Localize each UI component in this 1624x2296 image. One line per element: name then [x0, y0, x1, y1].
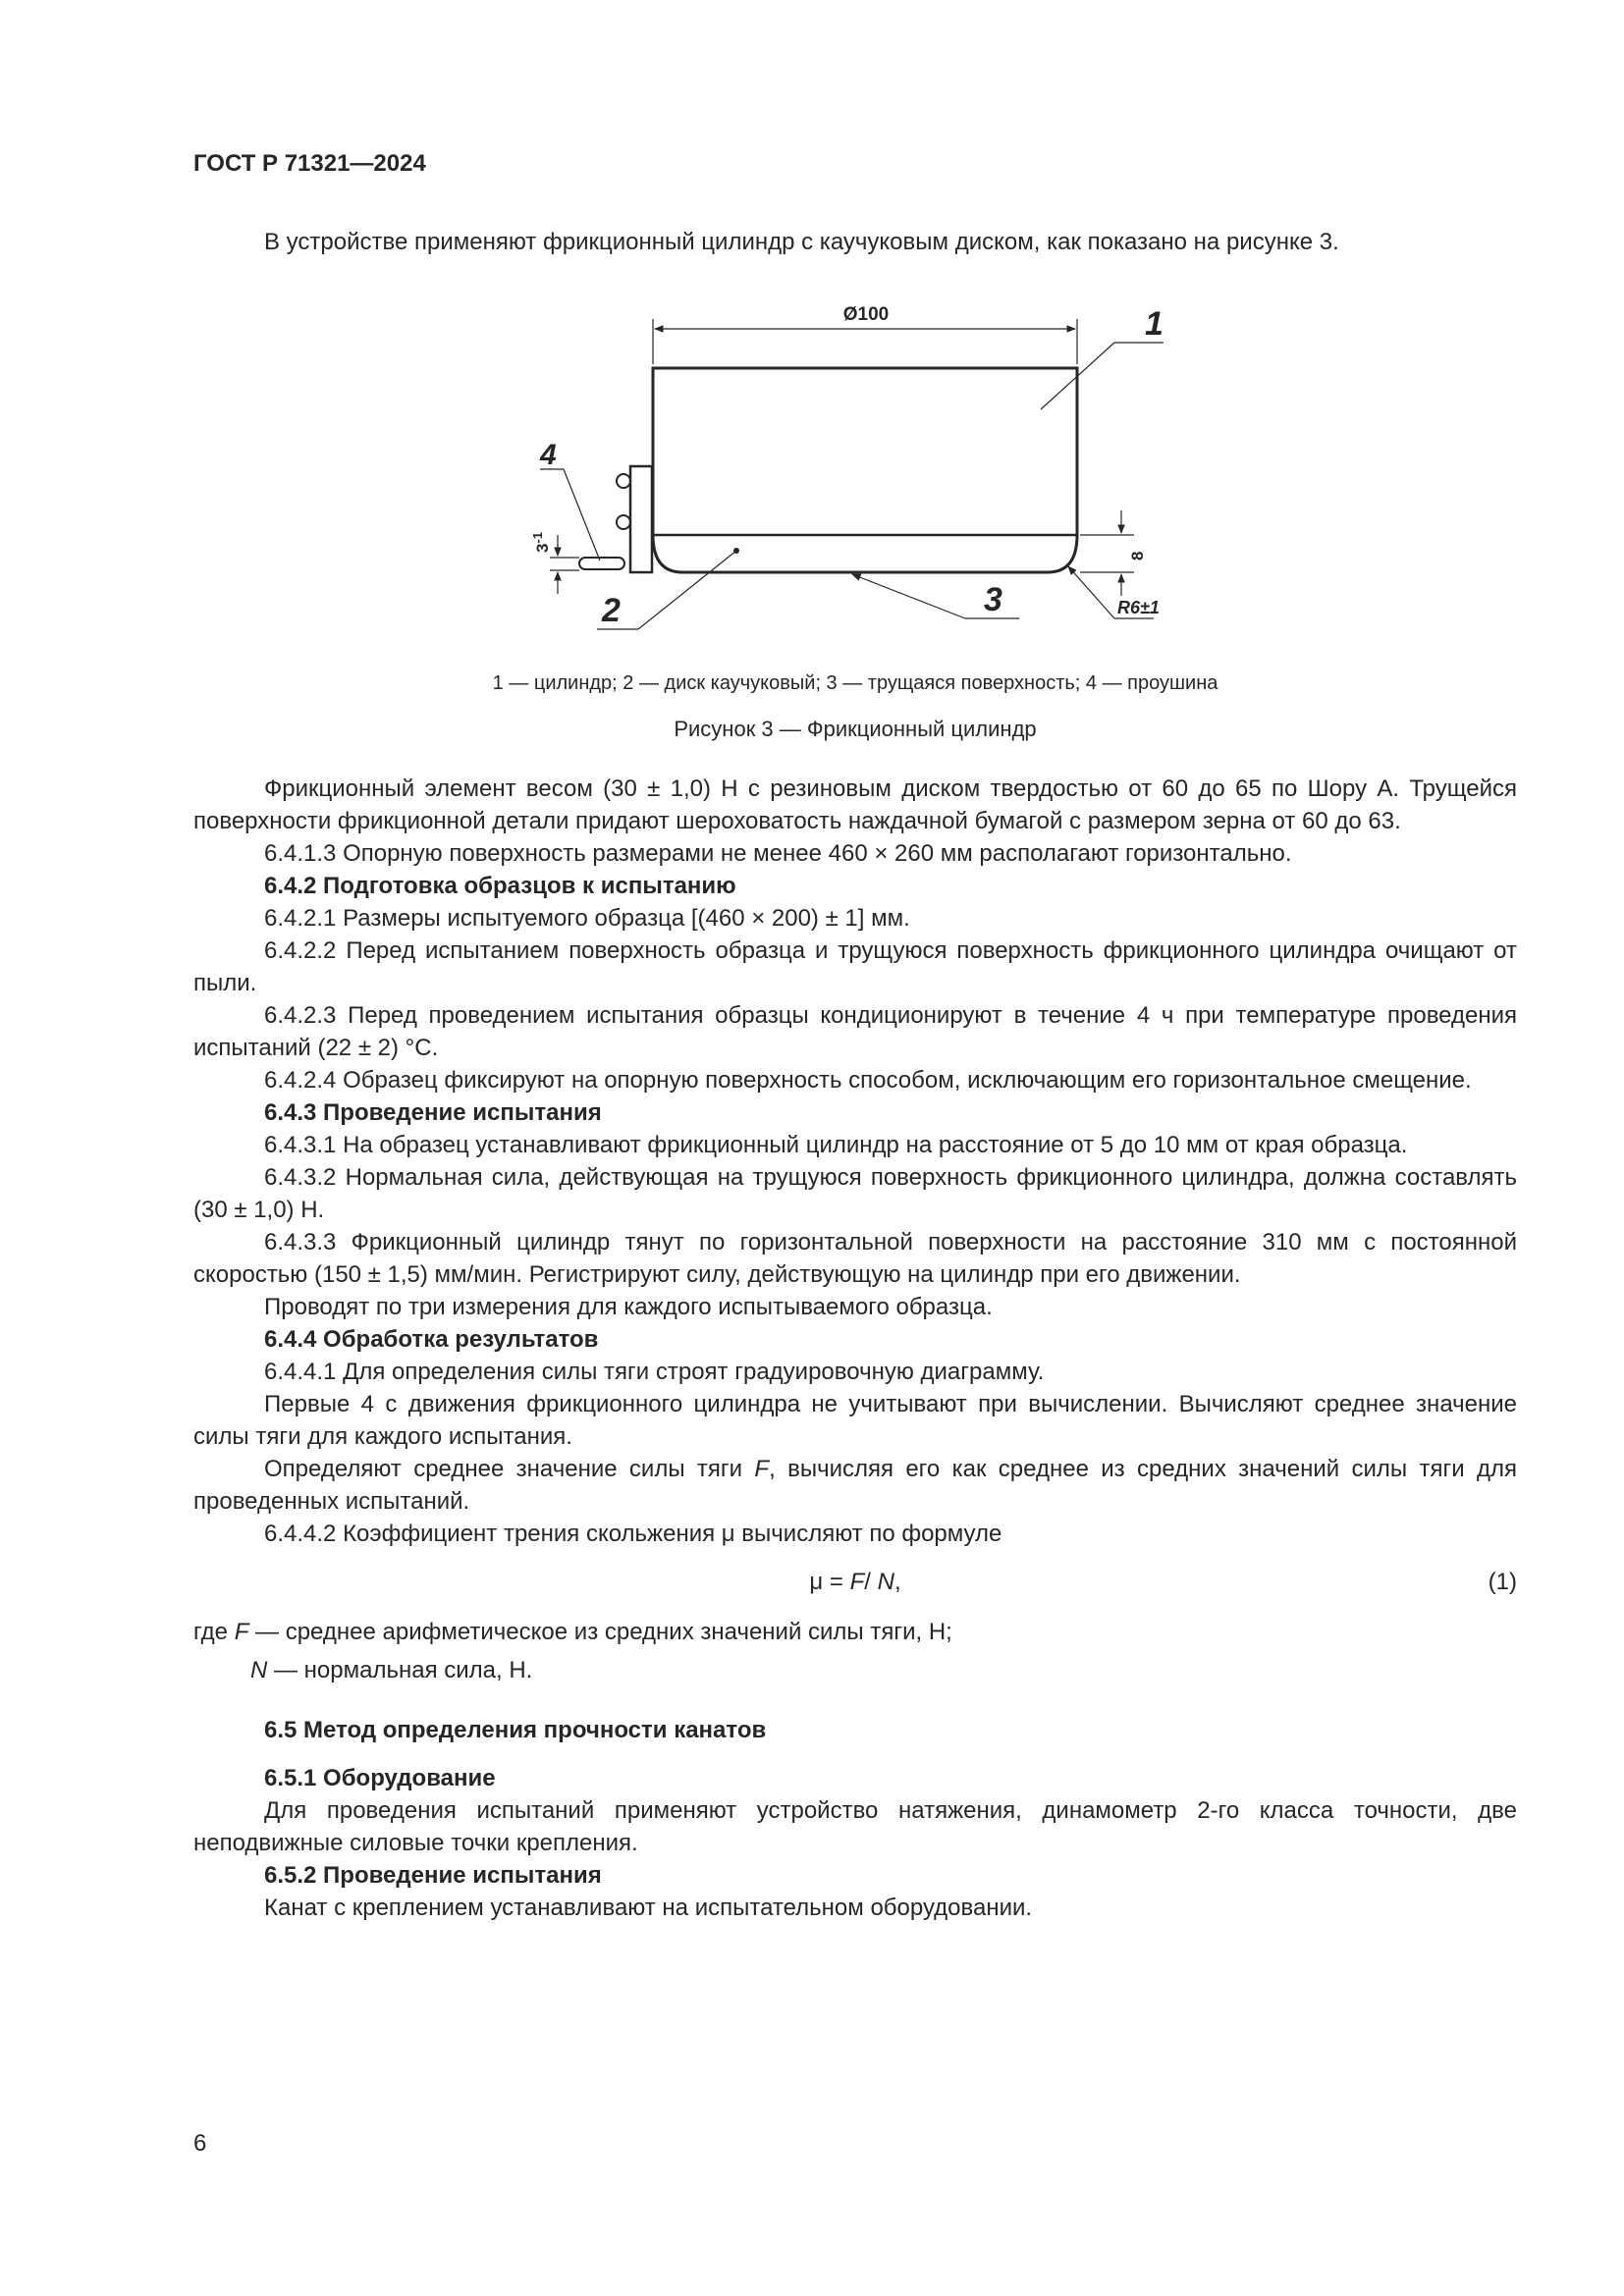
paragraph: Канат с креплением устанавливают на испытательном оборудовании.	[264, 1895, 1033, 1921]
paragraph: 6.4.3.1 На образец устанавливают фрикционный цилиндр на расстояние от 5 до 10 мм от края образца.	[264, 1132, 1408, 1158]
paragraph: Фрикционный элемент весом (30 ± 1,0) Н с резиновым диском твердостью от 60 до 65 по Шору А. Трущейся поверхности фрикционной детали придают шероховатость наждачной бумагой с размером зерна от 60 до 63.	[193, 775, 1517, 834]
callout-3: 3	[984, 581, 1002, 618]
paragraph: 6.4.2.3 Перед проведением испытания образцы кондиционируют в течение 4 ч при температуре проведения испытаний (22 ± 2) °C.	[193, 1002, 1517, 1061]
leader-line	[564, 469, 600, 561]
leader-arrow	[852, 574, 965, 618]
section-heading: 6.4.3 Проведение испытания	[264, 1099, 602, 1126]
diameter-label: Ø100	[842, 304, 890, 325]
where-prefix: где	[193, 1619, 235, 1645]
lug-hole	[617, 515, 630, 529]
intro-paragraph: В устройстве применяют фрикционный цилиндр с каучуковым диском, как показано на рисунке 3.	[264, 229, 1339, 255]
document-header: ГОСТ Р 71321—2024	[193, 150, 426, 177]
section-heading: 6.5.1 Оборудование	[264, 1765, 496, 1791]
page-number: 6	[193, 2130, 207, 2157]
dim-right-label: 8	[1128, 551, 1147, 561]
figure-title: Рисунок 3 — Фрикционный цилиндр	[674, 717, 1037, 741]
formula-N: N	[877, 1569, 894, 1595]
formula-F: F	[849, 1569, 865, 1595]
section-heading: 6.4.2 Подготовка образцов к испытанию	[264, 873, 736, 899]
radius-arrow	[1068, 566, 1114, 618]
body-text	[193, 773, 1517, 1924]
formula-mu: μ =	[809, 1569, 850, 1595]
where-line-N	[193, 1654, 1517, 1686]
cylinder-outline	[653, 368, 1077, 572]
figure-legend: 1 — цилиндр; 2 — диск каучуковый; 3 — трущаяся поверхность; 4 — проушина	[492, 672, 1218, 694]
paragraph: 6.4.1.3 Опорную поверхность размерами не менее 460 × 260 мм располагают горизонтально.	[264, 840, 1292, 867]
formula-number: (1)	[1488, 1569, 1517, 1595]
dim-left-label: $3^{-1}$	[530, 531, 552, 553]
section-heading: 6.5 Метод определения прочности канатов	[264, 1717, 767, 1743]
lug-eye	[579, 558, 624, 569]
paragraph: 6.4.2.4 Образец фиксируют на опорную поверхность способом, исключающим его горизонтальное смещение.	[264, 1067, 1472, 1094]
formula	[193, 1566, 1517, 1598]
lug-plate	[630, 466, 652, 572]
section-heading: 6.4.4 Обработка результатов	[264, 1326, 599, 1353]
where-text-F: — среднее арифметическое из средних значений силы тяги, Н;	[248, 1619, 952, 1645]
paragraph: Проводят по три измерения для каждого испытываемого образца.	[264, 1294, 993, 1320]
text-span: Определяют среднее значение силы тяги	[264, 1456, 755, 1482]
where-var-F: F	[234, 1619, 249, 1645]
figure-drawing	[520, 290, 1227, 643]
where-var-N: N	[250, 1657, 268, 1683]
callout-2: 2	[602, 592, 621, 629]
figure-friction-cylinder	[520, 290, 1227, 643]
paragraph: 6.4.3.3 Фрикционный цилиндр тянут по горизонтальной поверхности на расстояние 310 мм с постоянной скоростью (150 ± 1,5) мм/мин. Регистрируют силу, действующую на цилиндр при его движении.	[193, 1229, 1517, 1288]
paragraph: Первые 4 с движения фрикционного цилиндра не учитывают при вычислении. Вычисляют среднее значение силы тяги для каждого испытания.	[193, 1391, 1517, 1450]
formula-comma: ,	[893, 1569, 901, 1595]
paragraph: 6.4.2.2 Перед испытанием поверхность образца и трущуюся поверхность фрикционного цилиндра очищают от пыли.	[193, 937, 1517, 996]
paragraph: 6.4.2.1 Размеры испытуемого образца [(460 × 200) ± 1] мм.	[264, 905, 910, 932]
variable-F: F	[754, 1456, 770, 1482]
section-heading: 6.5.2 Проведение испытания	[264, 1862, 602, 1889]
where-text-N: — нормальная сила, Н.	[267, 1657, 533, 1683]
lug-hole	[617, 474, 630, 488]
callout-4: 4	[540, 439, 557, 471]
radius-label: R6±1	[1117, 598, 1160, 617]
formula-slash: /	[864, 1569, 878, 1595]
callout-1: 1	[1145, 305, 1164, 343]
paragraph: 6.4.4.2 Коэффициент трения скольжения μ вычисляют по формуле	[264, 1521, 1002, 1547]
paragraph: 6.4.4.1 Для определения силы тяги строят градуировочную диаграмму.	[264, 1359, 1045, 1385]
paragraph: 6.4.3.2 Нормальная сила, действующая на трущуюся поверхность фрикционного цилиндра, должна составлять (30 ± 1,0) Н.	[193, 1164, 1517, 1223]
where-line-F	[193, 1616, 1517, 1648]
paragraph: Для проведения испытаний применяют устройство натяжения, динамометр 2-го класса точности, две неподвижные силовые точки крепления.	[193, 1797, 1517, 1856]
paragraph	[193, 1453, 1517, 1518]
text-span: , вычисляя его как среднее из средних значений силы тяги для проведенных испытаний.	[193, 1456, 1517, 1515]
